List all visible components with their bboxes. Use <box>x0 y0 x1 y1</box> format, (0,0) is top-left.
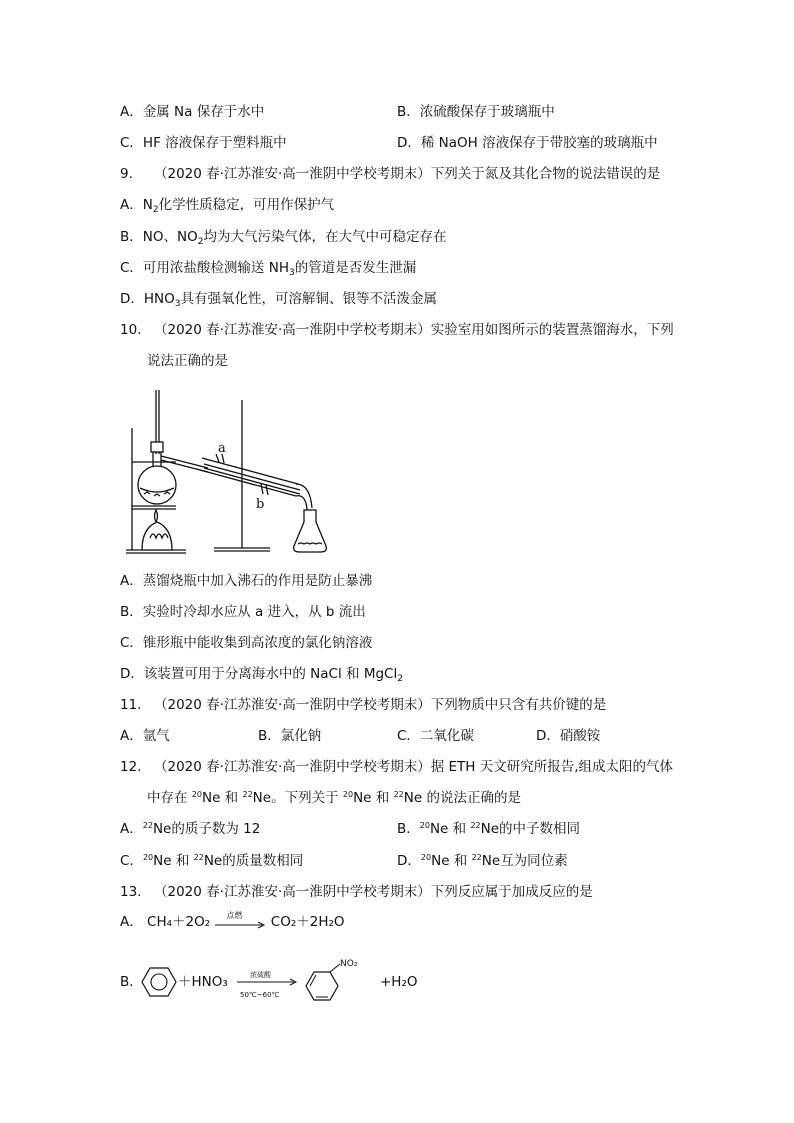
q11-option-a: A．氩气 <box>120 728 170 744</box>
outlet-label-b: b <box>256 497 265 512</box>
q8-option-c: C．HF 溶液保存于塑料瓶中 <box>120 135 287 151</box>
question-text: （2020 春·江苏淮安·高一淮阴中学校考期末）下列关于氮及其化合物的说法错误的是 <box>154 166 661 182</box>
question-number: 10. <box>120 322 142 338</box>
distillation-apparatus-figure <box>120 388 340 556</box>
q11-stem <box>120 696 606 714</box>
q9-option-d: D．$HNO_3$具有强氧化性，可溶解铜、银等不活泼金属 <box>120 291 438 309</box>
benzene-structure <box>140 966 178 998</box>
question-number: 11. <box>120 697 142 713</box>
q10-option-d: D．该装置可用于分离海水中的 NaCl 和 MgCl$_2$ <box>120 666 403 684</box>
q8-option-b: B．浓硫酸保存于玻璃瓶中 <box>397 104 555 120</box>
reaction-arrow <box>236 968 298 999</box>
question-text: （2020 春·江苏淮安·高一淮阴中学校考期末）据 ETH 天文研究所报告,组成太阳的气体 <box>154 759 674 775</box>
q11-option-c: C．二氧化碳 <box>397 728 474 744</box>
q10-option-c: C．锥形瓶中能收集到高浓度的氯化钠溶液 <box>120 635 373 651</box>
q9-option-b: B．NO、$NO_2$均为大气污染气体，在大气中可稳定存在 <box>120 229 447 247</box>
q13-stem <box>120 883 593 901</box>
q12-option-c: C．$^{20}$Ne 和 $^{22}$Ne的质量数相同 <box>120 853 304 869</box>
arrow-condition-top: 浓硫酸 <box>250 971 271 979</box>
q12-option-b: B．$^{20}$Ne 和 $^{22}$Ne的中子数相同 <box>397 821 581 837</box>
q13-option-a: A． CH₄＋2O₂ 点燃 CO₂＋2H₂O <box>120 913 345 943</box>
reaction-arrow <box>214 913 266 931</box>
question-number: 12. <box>120 759 142 775</box>
nitro-group-label: NO₂ <box>340 959 358 969</box>
question-text: （2020 春·江苏淮安·高一淮阴中学校考期末）实验室用如图所示的装置蒸馏海水，下列 <box>154 322 674 338</box>
q11-option-b: B．氯化钠 <box>258 728 322 744</box>
q9-option-c: C．可用浓盐酸检测输送 $NH_3$的管道是否发生泄漏 <box>120 260 417 278</box>
q12-option-d: D．$^{20}$Ne 和 $^{22}$Ne互为同位素 <box>397 853 568 869</box>
q9-stem <box>120 165 660 183</box>
products: CO₂＋2H₂O <box>270 914 345 930</box>
q12-stem-cont: 中存在 $^{20}$Ne 和 $^{22}$Ne。下列关于 $^{20}$Ne 和 $^{22}$Ne 的说法正确的是 <box>147 790 521 806</box>
q8-option-d: D．稀 NaOH 溶液保存于带胶塞的玻璃瓶中 <box>397 135 658 151</box>
reactants: CH₄＋2O₂ <box>147 914 211 930</box>
question-text: （2020 春·江苏淮安·高一淮阴中学校考期末）下列反应属于加成反应的是 <box>154 884 593 900</box>
inlet-label-a: a <box>218 441 226 456</box>
q10-stem <box>120 321 674 339</box>
nitrobenzene-structure <box>304 956 374 1002</box>
q8-option-a: A．金属 Na 保存于水中 <box>120 104 265 120</box>
q10-stem-cont: 说法正确的是 <box>147 353 228 369</box>
q10-option-a: A．蒸馏烧瓶中加入沸石的作用是防止暴沸 <box>120 573 373 589</box>
arrow-condition-bottom: 50℃~60℃ <box>240 991 280 999</box>
question-number: 13. <box>120 884 142 900</box>
arrow-condition: 点燃 <box>226 911 243 920</box>
question-number: 9. <box>120 166 133 182</box>
q11-option-d: D．硝酸铵 <box>536 728 601 744</box>
q12-option-a: A．$^{22}$Ne的质子数为 12 <box>120 821 261 837</box>
question-text: （2020 春·江苏淮安·高一淮阴中学校考期末）下列物质中只含有共价键的是 <box>154 697 607 713</box>
q10-option-b: B．实验时冷却水应从 a 进入，从 b 流出 <box>120 604 366 620</box>
q12-stem <box>120 758 673 776</box>
q9-option-a: A．$N_2$化学性质稳定，可用作保护气 <box>120 197 335 215</box>
